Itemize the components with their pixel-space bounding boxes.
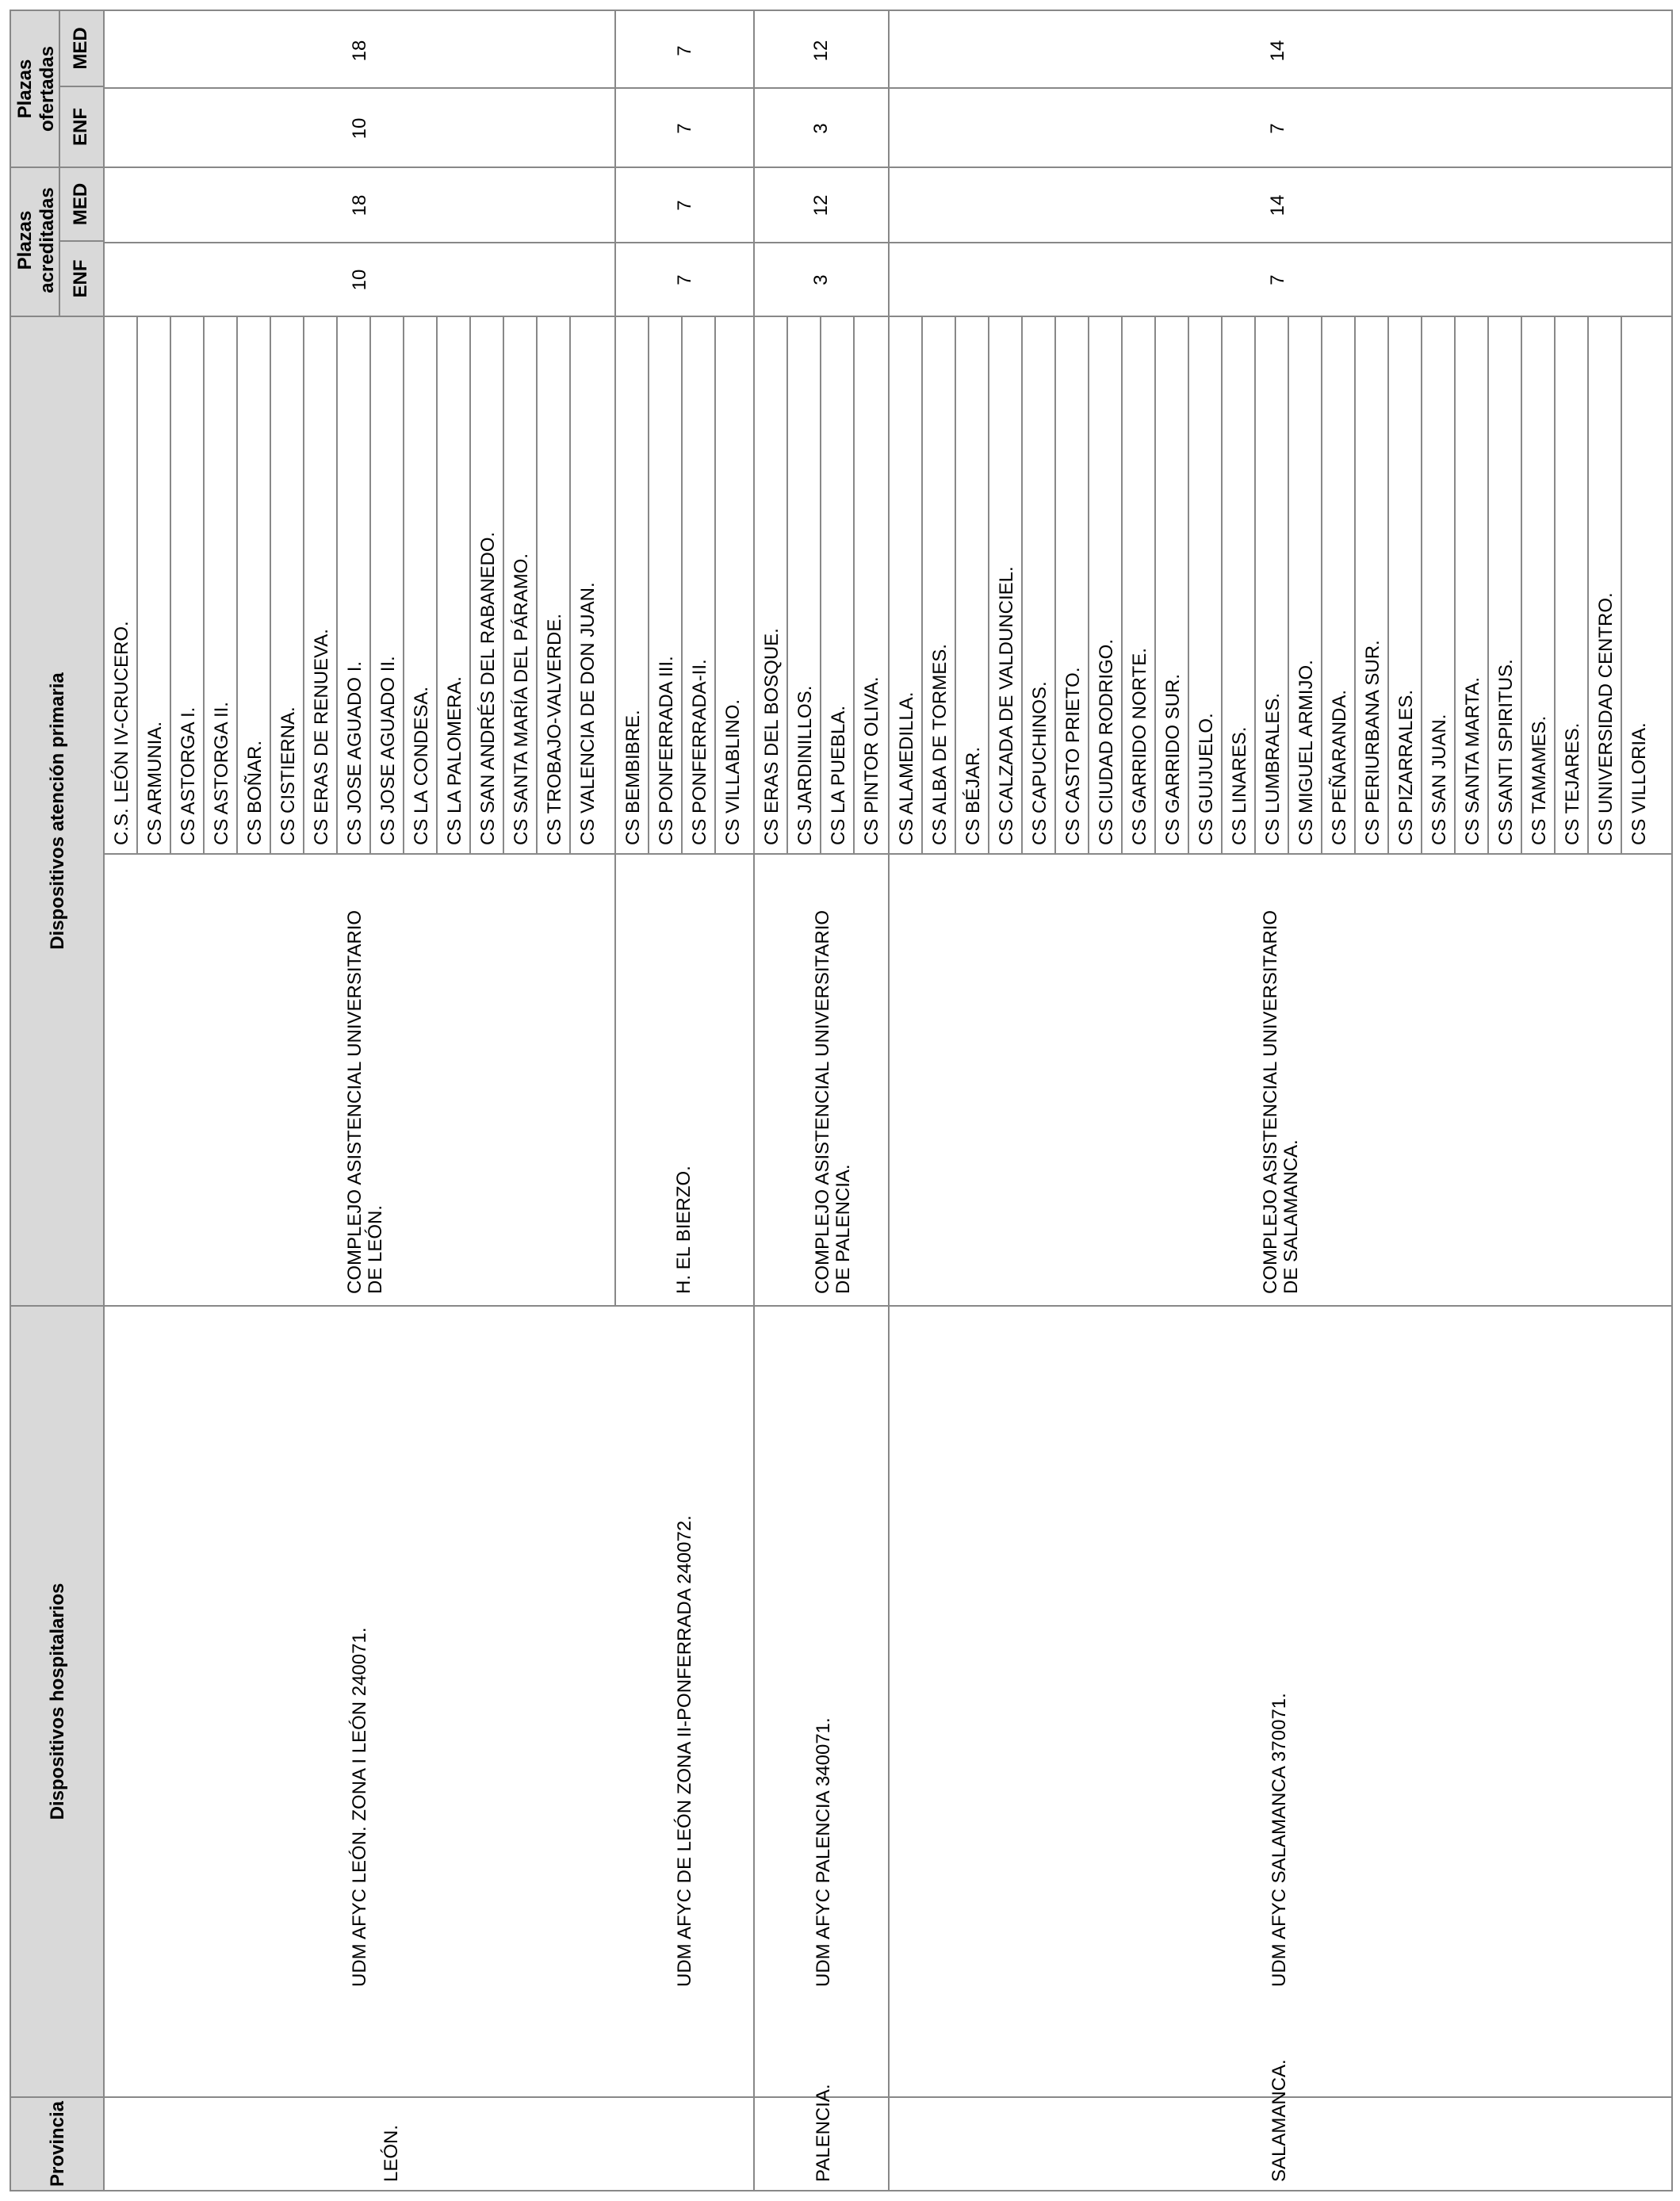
header-acreditadas	[10, 167, 105, 317]
list-item: CS LA CONDESA.	[404, 317, 438, 853]
list-item: CS VALENCIA DE DON JUAN.	[577, 582, 599, 845]
list-item: CS TEJARES.	[1556, 317, 1589, 853]
list-item: CS MIGUEL ARMIJO.	[1289, 317, 1322, 853]
list-item: CS ALBA DE TORMES.	[923, 317, 956, 853]
list-item: CS SANTA MARTA.	[1456, 317, 1489, 853]
provincia-palencia: PALENCIA.	[813, 2084, 834, 2182]
list-item: CS CISTIERNA.	[271, 317, 304, 853]
list-item: CS SANTI SPIRITUS.	[1489, 317, 1522, 853]
list-item: CS PIZARRALES.	[1389, 317, 1422, 853]
ofert-enf-salamanca: 7	[1267, 123, 1288, 134]
list-item: CS ERAS DEL BOSQUE.	[755, 317, 788, 853]
provincia-leon: LEÓN.	[381, 2124, 402, 2182]
list-item: CS ERAS DE RENUEVA.	[304, 317, 338, 853]
udm-salamanca: UDM AFYC SALAMANCA 370071.	[1269, 1693, 1290, 1987]
list-item: CS VILLABLINO.	[722, 699, 744, 845]
acred-med-salamanca: 14	[1267, 194, 1288, 216]
list-item: CS SANTA MARÍA DEL PÁRAMO.	[504, 317, 538, 853]
centros-salamanca	[890, 317, 1655, 853]
list-item: CS CALZADA DE VALDUNCIEL.	[989, 317, 1023, 853]
centros-leon-zona-1	[105, 317, 604, 853]
ofert-med-salamanca: 14	[1267, 40, 1288, 62]
list-item: CS JOSE AGUADO II.	[371, 317, 404, 853]
list-item: CS ASTORGA II.	[205, 317, 238, 853]
acred-enf-leon-1: 10	[349, 269, 370, 291]
header-provincia	[10, 2096, 105, 2191]
hospital-palencia: COMPLEJO ASISTENCIAL UNIVERSITARIO DE PALENCIA.	[812, 909, 854, 1294]
acred-enf-leon-2: 7	[674, 274, 695, 285]
centros-leon-zona-2	[616, 317, 749, 853]
list-item: CS GARRIDO SUR.	[1156, 317, 1189, 853]
header-acreditadas-label: Plazas acreditadas	[14, 187, 58, 293]
list-item: CS ARMUNIA.	[138, 317, 171, 853]
udm-palencia: UDM AFYC PALENCIA 340071.	[813, 1717, 834, 1987]
header-ofertadas-med: MED	[70, 27, 91, 70]
acred-enf-salamanca: 7	[1267, 274, 1288, 285]
list-item: CS LA PUEBLA.	[821, 317, 855, 853]
header-acreditadas-med: MED	[70, 182, 91, 226]
header-hospitalarios	[10, 1305, 105, 2098]
header-acreditadas-enf: ENF	[70, 259, 91, 298]
list-item: CS UNIVERSIDAD CENTRO.	[1589, 317, 1622, 853]
list-item: CS PINTOR OLIVA.	[861, 676, 882, 845]
list-item: CS GARRIDO NORTE.	[1123, 317, 1156, 853]
acred-enf-palencia: 3	[810, 274, 832, 285]
list-item: CS ASTORGA I.	[171, 317, 205, 853]
list-item: CS LINARES.	[1223, 317, 1256, 853]
list-item: CS CIUDAD RODRIGO.	[1089, 317, 1123, 853]
acred-med-palencia: 12	[810, 194, 832, 216]
list-item: CS TROBAJO-VALVERDE.	[538, 317, 571, 853]
list-item: CS SAN JUAN.	[1422, 317, 1456, 853]
list-item: CS PERIURBANA SUR.	[1356, 317, 1389, 853]
hospital-salamanca: COMPLEJO ASISTENCIAL UNIVERSITARIO DE SALAMANCA.	[1260, 909, 1302, 1294]
acred-med-leon-1: 18	[349, 194, 370, 216]
acred-med-leon-2: 7	[674, 200, 695, 211]
list-item: CS BOÑAR.	[238, 317, 271, 853]
centros-palencia	[755, 317, 888, 853]
ofert-enf-leon-1: 10	[349, 117, 370, 140]
list-item: CS GUIJUELO.	[1189, 317, 1223, 853]
ofert-enf-palencia: 3	[810, 123, 832, 134]
udm-leon-zona-2: UDM AFYC DE LEÓN ZONA II-PONFERRADA 240072.	[674, 1515, 695, 1987]
header-hospitalarios-label: Dispositivos hospitalarios	[47, 1583, 68, 1820]
list-item: CS BEMBIBRE.	[616, 317, 649, 853]
ofert-med-leon-2: 7	[674, 45, 695, 56]
list-item: CS LUMBRALES.	[1256, 317, 1289, 853]
list-item: CS CASTO PRIETO.	[1056, 317, 1089, 853]
header-provincia-label: Provincia	[47, 2100, 68, 2188]
list-item: CS VILLORIA.	[1628, 722, 1650, 845]
list-item: CS ALAMEDILLA.	[890, 317, 923, 853]
hospital-bierzo: H. EL BIERZO.	[673, 1166, 695, 1294]
header-primaria-label: Dispositivos atención primaria	[47, 672, 68, 950]
ofert-med-leon-1: 18	[349, 40, 370, 62]
list-item: CS JARDINILLOS.	[788, 317, 821, 853]
list-item: CS TAMAMES.	[1522, 317, 1556, 853]
list-item: CS JOSE AGUADO I.	[338, 317, 371, 853]
hospital-leon: COMPLEJO ASISTENCIAL UNIVERSITARIO DE LEÓN.	[344, 909, 386, 1294]
list-item: CS PEÑARANDA.	[1322, 317, 1356, 853]
list-item: C.S. LEÓN IV-CRUCERO.	[105, 317, 138, 853]
header-ofertadas-enf: ENF	[70, 108, 91, 146]
header-ofertadas-label: Plazas ofertadas	[14, 45, 58, 132]
list-item: CS PONFERRADA III.	[649, 317, 683, 853]
list-item: CS PONFERRADA-II.	[683, 317, 716, 853]
ofert-med-palencia: 12	[810, 40, 832, 62]
list-item: CS SAN ANDRÉS DEL RABANEDO.	[471, 317, 504, 853]
provincia-salamanca: SALAMANCA.	[1269, 2059, 1290, 2182]
udm-leon-zona-1: UDM AFYC LEÓN. ZONA I LEÓN 240071.	[349, 1627, 370, 1987]
header-ofertadas	[10, 10, 105, 168]
list-item: CS CAPUCHINOS.	[1023, 317, 1056, 853]
list-item: CS BÉJAR.	[956, 317, 989, 853]
list-item: CS LA PALOMERA.	[438, 317, 471, 853]
ofert-enf-leon-2: 7	[674, 123, 695, 134]
header-primaria	[10, 316, 105, 1307]
